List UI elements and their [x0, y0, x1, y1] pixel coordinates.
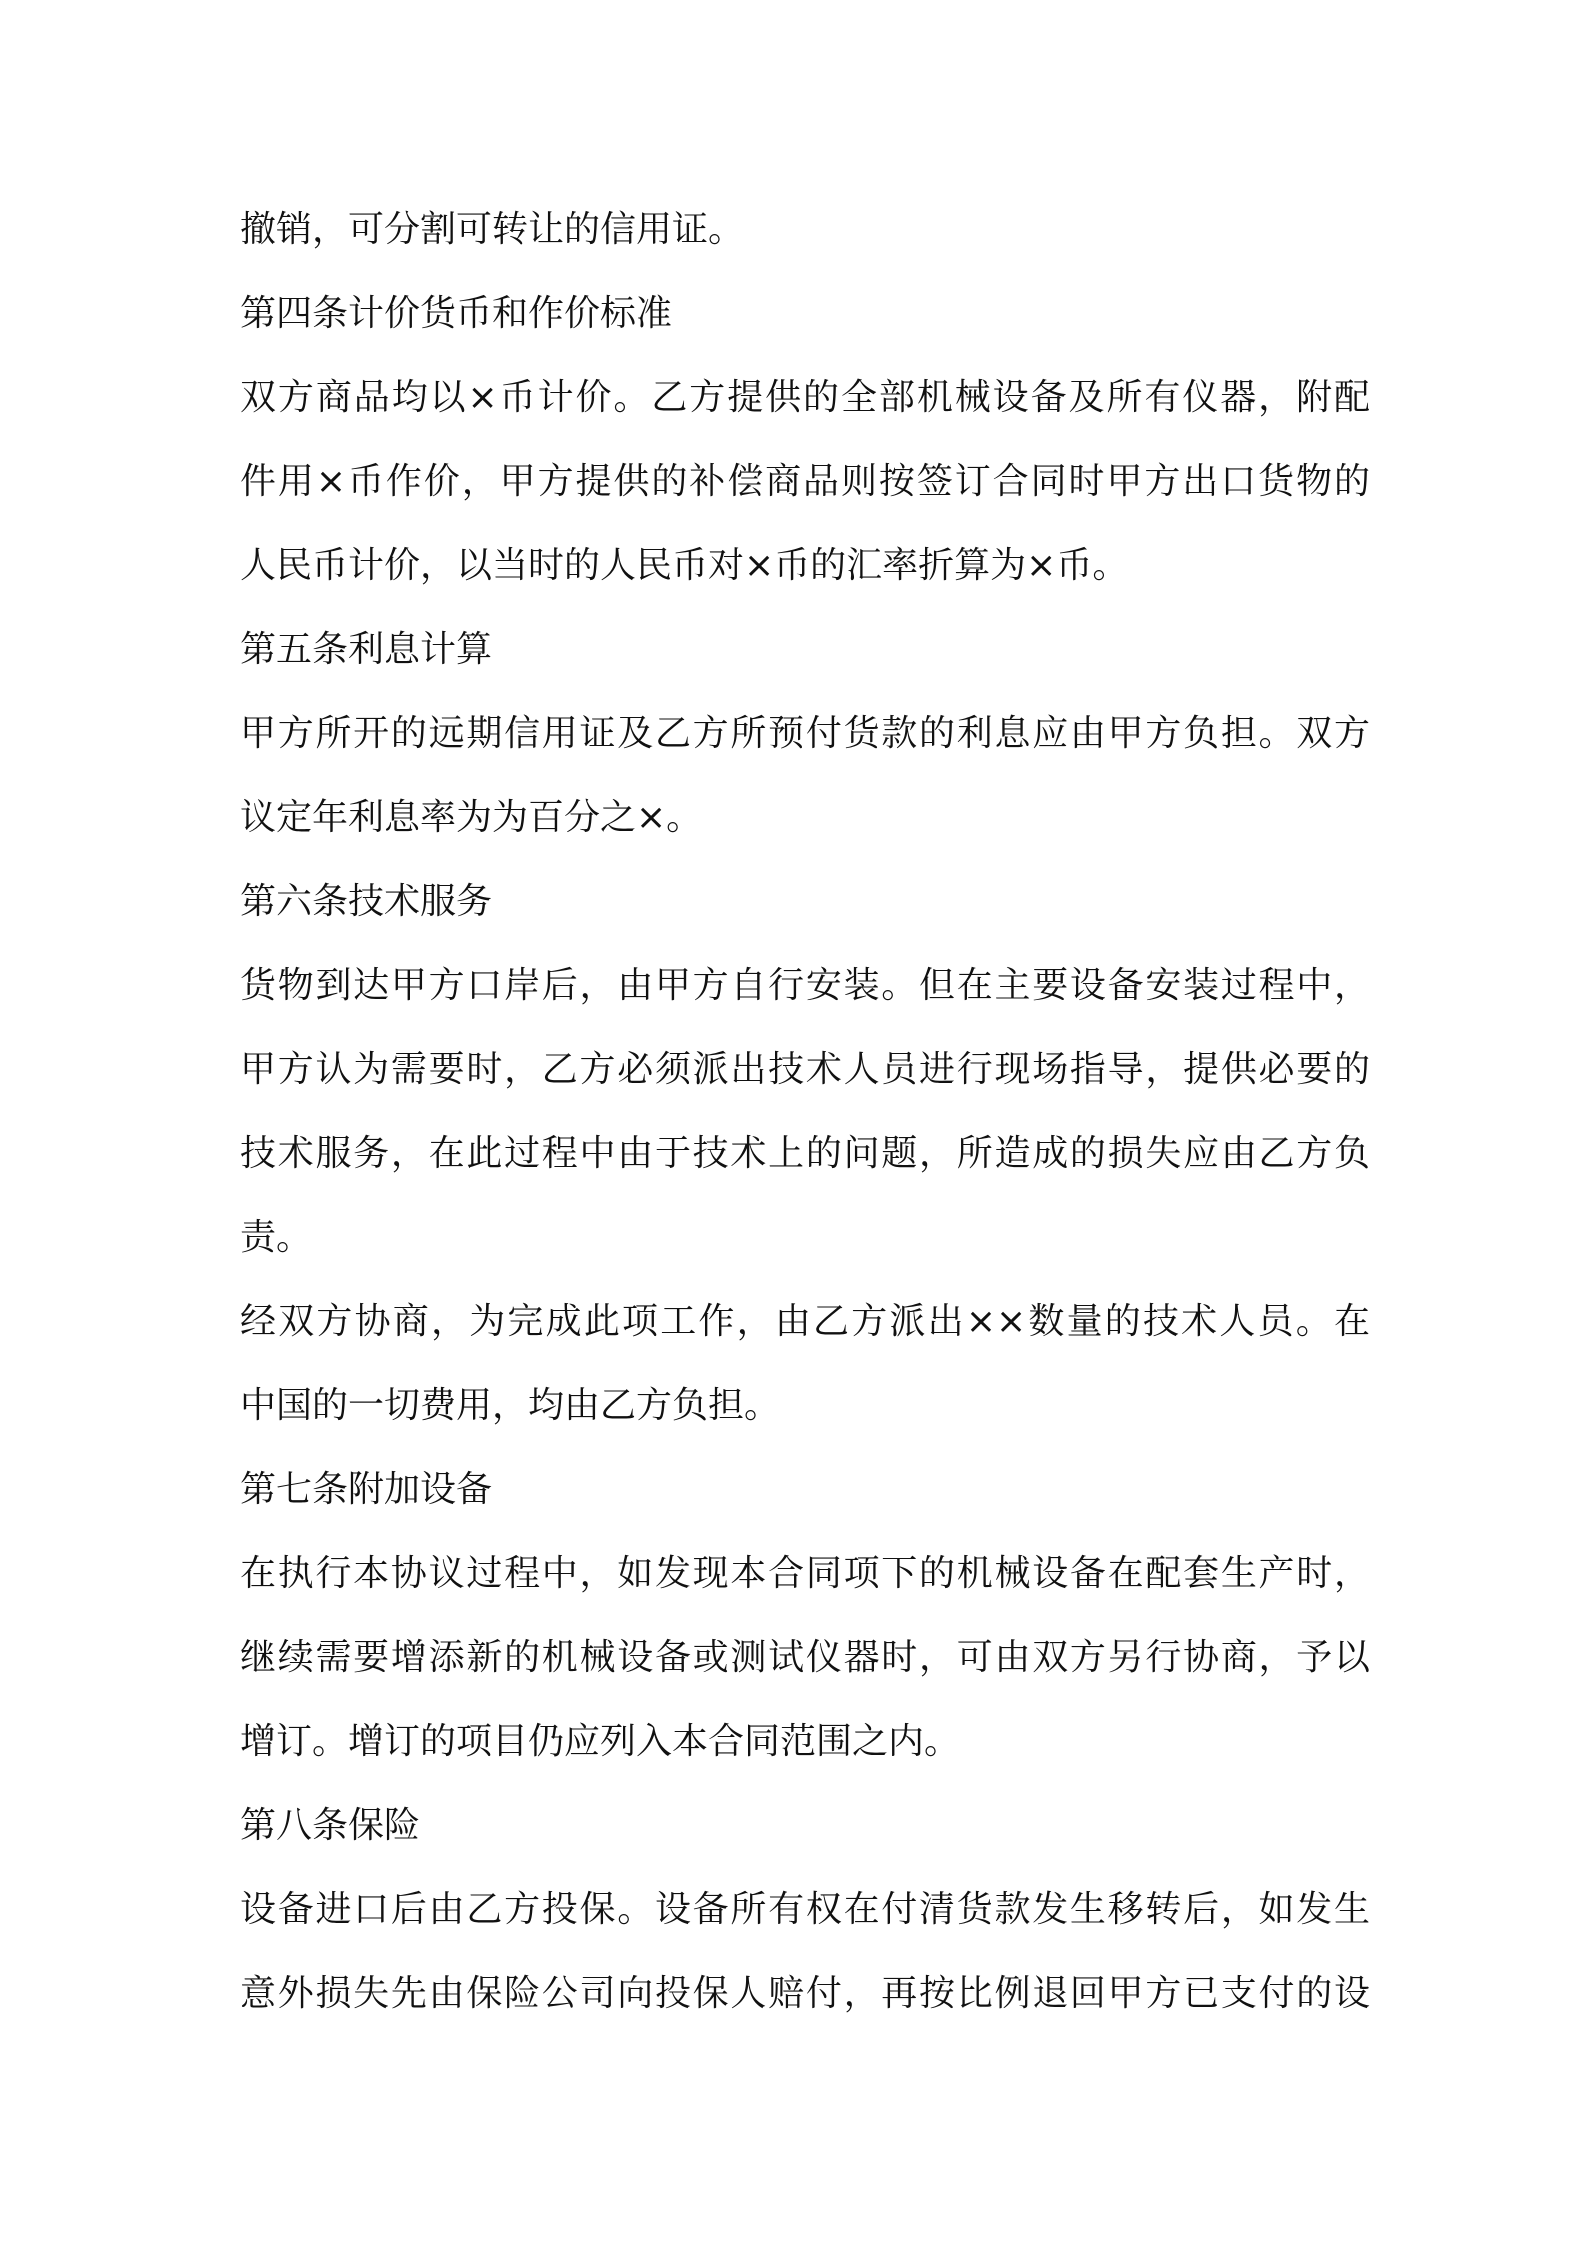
- section-heading-article-7: 第七条附加设备: [240, 1469, 493, 1510]
- section-heading-article-6: 第六条技术服务: [240, 881, 493, 922]
- text-line: 经双方协商，为完成此项工作，由乙方派出××数量的技术人员。在: [240, 1301, 1370, 1342]
- text-line: 甲方认为需要时，乙方必须派出技术人员进行现场指导，提供必要的: [240, 1049, 1370, 1090]
- text-line: 货物到达甲方口岸后，由甲方自行安装。但在主要设备安装过程中，: [240, 965, 1370, 1006]
- section-heading-article-4: 第四条计价货币和作价标准: [240, 293, 673, 334]
- text-line: 在执行本协议过程中，如发现本合同项下的机械设备在配套生产时，: [240, 1553, 1370, 1594]
- text-line: 继续需要增添新的机械设备或测试仪器时，可由双方另行协商，予以: [240, 1637, 1370, 1678]
- text-line: 设备进口后由乙方投保。设备所有权在付清货款发生移转后，如发生: [240, 1889, 1370, 1930]
- text-line: 中国的一切费用，均由乙方负担。: [240, 1385, 781, 1426]
- text-line: 技术服务，在此过程中由于技术上的问题，所造成的损失应由乙方负: [240, 1133, 1370, 1174]
- text-line: 意外损失先由保险公司向投保人赔付，再按比例退回甲方已支付的设: [240, 1973, 1370, 2014]
- text-line: 双方商品均以×币计价。乙方提供的全部机械设备及所有仪器，附配: [240, 377, 1370, 418]
- section-heading-article-5: 第五条利息计算: [240, 629, 493, 670]
- text-line: 件用×币作价，甲方提供的补偿商品则按签订合同时甲方出口货物的: [240, 461, 1370, 502]
- section-heading-article-8: 第八条保险: [240, 1805, 421, 1846]
- text-line: 议定年利息率为为百分之×。: [240, 797, 703, 838]
- text-line: 甲方所开的远期信用证及乙方所预付货款的利息应由甲方负担。双方: [240, 713, 1370, 754]
- text-line: 责。: [240, 1217, 313, 1258]
- text-line: 人民币计价，以当时的人民币对×币的汇率折算为×币。: [240, 545, 1129, 586]
- text-line: 撤销，可分割可转让的信用证。: [240, 209, 745, 250]
- text-line: 增订。增订的项目仍应列入本合同范围之内。: [240, 1721, 961, 1762]
